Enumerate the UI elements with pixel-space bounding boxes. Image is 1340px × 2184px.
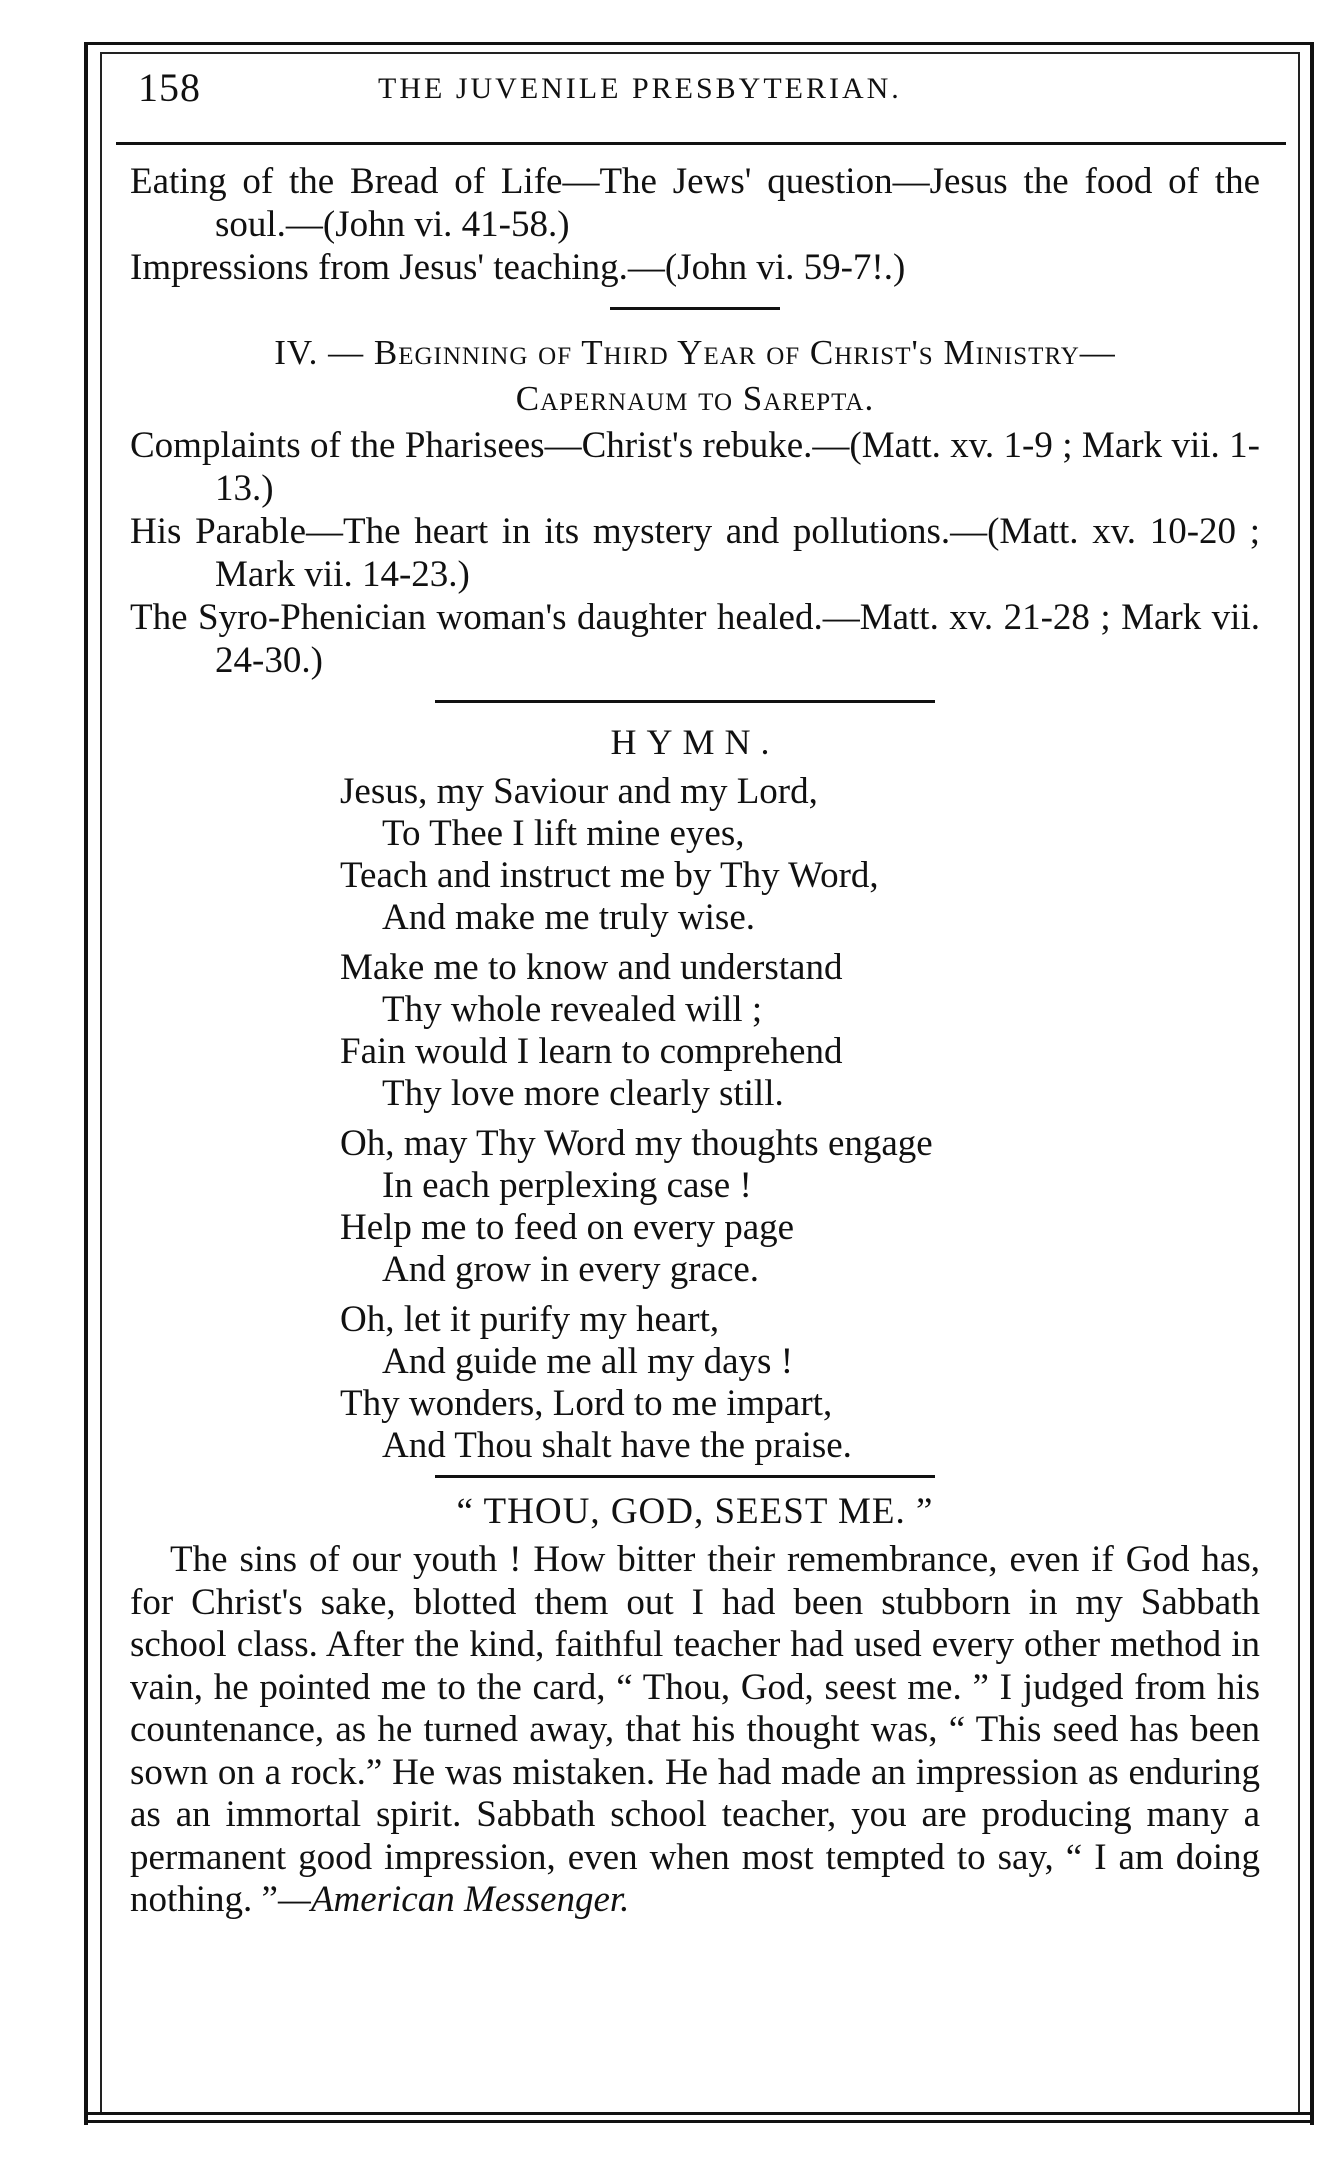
hymn-line: Thy wonders, Lord to me impart, bbox=[340, 1383, 833, 1424]
hymn-divider bbox=[435, 700, 935, 703]
article-body bbox=[130, 1539, 1260, 1922]
section-iv bbox=[130, 332, 1260, 682]
hymn-stanza bbox=[340, 1123, 1260, 1291]
hymn-line: Fain would I learn to comprehend bbox=[340, 1031, 843, 1072]
hymn bbox=[130, 721, 1260, 1467]
hymn-line: In each perplexing case ! bbox=[382, 1165, 752, 1206]
article-source: —American Messenger. bbox=[277, 1879, 630, 1920]
hymn-line: To Thee I lift mine eyes, bbox=[382, 813, 745, 854]
lesson-entry: His Parable—The heart in its mystery and pollutions.—(Matt. xv. 10-20 ; Mark vii. 14-23.) bbox=[130, 511, 1260, 595]
lesson-entry: Eating of the Bread of Life—The Jews' question—Jesus the food of the soul.—(John vi. 41-58.) bbox=[130, 161, 1260, 245]
section-heading-line: Capernaum to Sarepta. bbox=[515, 379, 875, 418]
hymn-line: And guide me all my days ! bbox=[382, 1341, 794, 1382]
hymn-verses bbox=[340, 771, 1260, 1467]
hymn-line: Oh, may Thy Word my thoughts engage bbox=[340, 1123, 933, 1164]
article-divider bbox=[435, 1475, 935, 1478]
hymn-line: And Thou shalt have the praise. bbox=[382, 1425, 852, 1466]
page-header bbox=[138, 64, 1278, 120]
running-title: THE JUVENILE PRESBYTERIAN. bbox=[378, 72, 902, 105]
hymn-stanza bbox=[340, 771, 1260, 939]
hymn-stanza bbox=[340, 1299, 1260, 1467]
lesson-entry: Complaints of the Pharisees—Christ's rebuke.—(Matt. xv. 1-9 ; Mark vii. 1-13.) bbox=[130, 425, 1260, 509]
hymn-line: Make me to know and understand bbox=[340, 947, 843, 988]
hymn-line: Thy love more clearly still. bbox=[382, 1073, 784, 1114]
page-content bbox=[130, 160, 1260, 1922]
hymn-line: Help me to feed on every page bbox=[340, 1207, 795, 1248]
article-text: The sins of our youth ! How bitter their remembrance, even if God has, for Christ's sake, blotted them out I had been stubborn in my Sabbath school class. After the kind, faithful teacher had used every other method in vain, he pointed me to the card, “ Thou, God, seest me. ” I judged from his countenance, as he turned away, that his thought was, “ This seed has been sown on a rock.” He was mistaken. He had made an impression as enduring as an immortal spirit. Sabbath school teacher, you are producing many a permanent good impression, even when most tempted to say, “ I am doing nothing. ” bbox=[130, 1539, 1260, 1920]
hymn-line: Teach and instruct me by Thy Word, bbox=[340, 855, 879, 896]
hymn-line: And make me truly wise. bbox=[382, 897, 755, 938]
section-heading-line: IV. — Beginning of Third Year of Christ's Ministry— bbox=[274, 333, 1116, 372]
section-divider bbox=[610, 307, 780, 310]
section-subheading bbox=[130, 378, 1260, 420]
hymn-line: And grow in every grace. bbox=[382, 1249, 760, 1290]
bottom-rule-lower bbox=[84, 2120, 1310, 2123]
header-rule bbox=[116, 142, 1286, 145]
page-number: 158 bbox=[138, 65, 201, 110]
hymn-stanza bbox=[340, 947, 1260, 1115]
article bbox=[130, 1490, 1260, 1922]
lesson-entry: The Syro-Phenician woman's daughter healed.—Matt. xv. 21-28 ; Mark vii. 24-30.) bbox=[130, 597, 1260, 681]
hymn-title: HYMN. bbox=[610, 722, 780, 762]
hymn-line: Jesus, my Saviour and my Lord, bbox=[340, 771, 818, 812]
bottom-rule bbox=[84, 2112, 1310, 2115]
hymn-line: Thy whole revealed will ; bbox=[382, 989, 763, 1030]
article-title: “ THOU, GOD, SEEST ME. ” bbox=[456, 1491, 934, 1532]
hymn-line: Oh, let it purify my heart, bbox=[340, 1299, 720, 1340]
lesson-entry: Impressions from Jesus' teaching.—(John vi. 59-7!.) bbox=[130, 247, 906, 288]
section-heading bbox=[130, 332, 1260, 374]
